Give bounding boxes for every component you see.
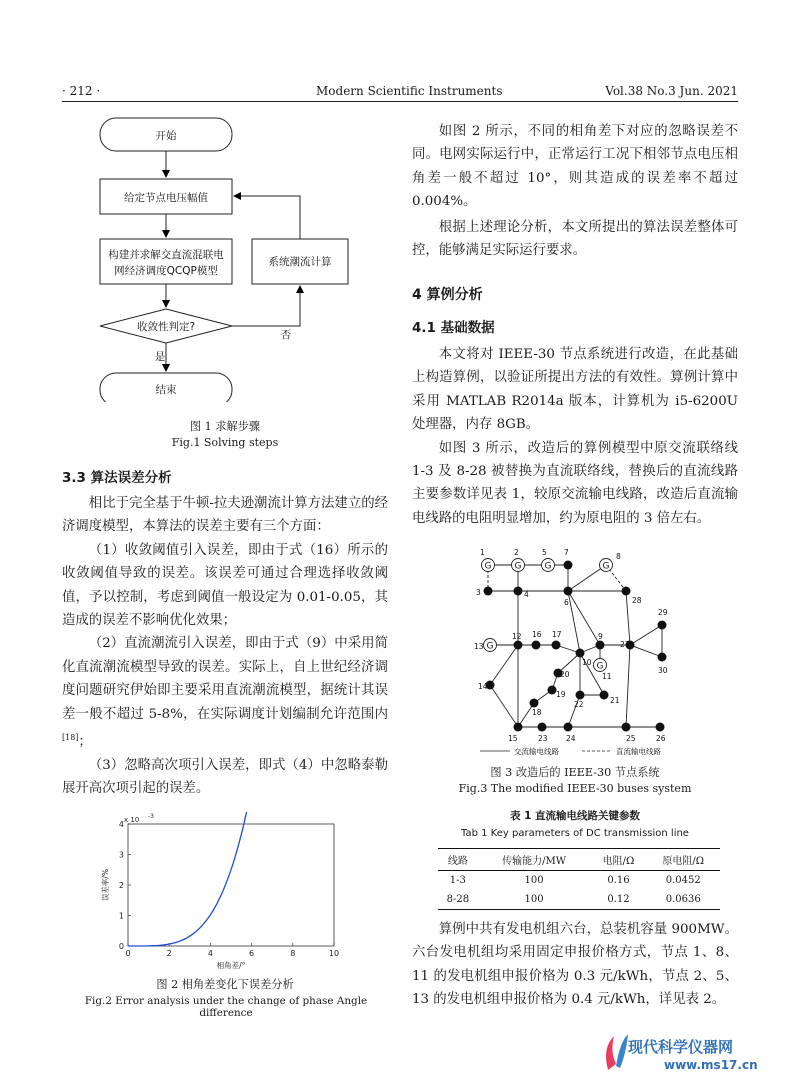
y-tick-label: 0 (118, 942, 124, 951)
paragraph-text: （2）直流潮流引入误差，即由于式（9）中采用简化直流潮流模型导致的误差。实际上，自上世纪经济调度问题研究伊始即主要采用直流潮流模型，据统计其误差一般不超过 5-8%，在实际调度计划编制允许范围内 (62, 636, 388, 722)
x-tick-label: 2 (166, 949, 172, 958)
ac-line (490, 645, 518, 685)
watermark-name: 现代科学仪器网 (628, 1038, 734, 1056)
bus-node (622, 587, 631, 596)
y-exponent: x 10 (124, 816, 140, 824)
x-axis-label: 相角差/° (216, 961, 246, 970)
paragraph: 本文将对 IEEE-30 节点系统进行改造，在此基础上构造算例，以验证所提出方法的有效性。算例计算中采用 MATLAB R2014a 版本，计算机为 i5-6200U 处理器，内存 8GB。 (412, 347, 738, 433)
issue-info: Vol.38 No.3 Jun. 2021 (605, 84, 738, 98)
bus-node (564, 723, 573, 732)
bus-node (600, 691, 609, 700)
bus-label: 8 (616, 552, 621, 561)
bus-label: 1 (480, 548, 485, 557)
bus-label: 14 (478, 682, 488, 691)
section-4-1-body (412, 343, 738, 530)
bus-label: 7 (564, 548, 569, 557)
paragraph: （3）忽略高次项引入误差，即式（4）中忽略泰勒展开高次项引起的误差。 (62, 757, 388, 797)
bus-label: 6 (564, 598, 569, 607)
bus-label: 22 (574, 700, 584, 709)
bus-label: 26 (656, 734, 666, 743)
generator-label: G (486, 641, 494, 652)
ac-line (626, 591, 630, 645)
generator-label: G (484, 561, 492, 572)
bus-node (552, 641, 561, 650)
section-3-3-heading: 3.3 算法误差分析 (62, 470, 172, 486)
bus-node (532, 641, 541, 650)
fig1-caption-cn: 图 1 求解步骤 (189, 420, 261, 433)
bus-node (656, 723, 665, 732)
no-label: 否 (280, 329, 292, 341)
table-header: 线路 (438, 849, 478, 871)
bus-node (514, 723, 523, 732)
plot-frame (128, 824, 334, 946)
table-row (438, 890, 720, 910)
section-4-heading: 4 算例分析 (412, 287, 483, 303)
journal-title: Modern Scientific Instruments (316, 84, 503, 98)
x-tick-label: 0 (125, 949, 131, 958)
bus-label: 18 (532, 708, 542, 717)
bus-label: 25 (626, 734, 636, 743)
paragraph (62, 632, 388, 754)
y-tick-label: 1 (118, 911, 124, 921)
bus-label: 5 (542, 548, 547, 557)
table-header: 原电阻/Ω (646, 849, 720, 871)
legend-dc-label: 直流输电线路 (616, 747, 661, 756)
bus-label: 30 (658, 666, 668, 675)
paragraph: （1）收敛阈值引入误差，即由于式（16）所示的收敛阈值导致的误差。该误差可通过合理选择收敛阈值，予以控制，考虑到阈值一般设定为 0.01-0.05，其造成的误差不影响优化效果； (62, 542, 388, 629)
header-rule (62, 101, 738, 102)
fig2-caption-cn: 图 2 相角差变化下误差分析 (156, 978, 294, 991)
generator-label: G (514, 561, 522, 572)
bus-node (564, 561, 573, 570)
table-cell: 0.0452 (665, 875, 701, 886)
bus-node (596, 641, 605, 650)
right-column-intro (412, 120, 738, 262)
ac-line (626, 645, 630, 727)
bus-label: 12 (512, 632, 522, 641)
table-row (438, 871, 720, 891)
y-axis-label: 误差率/% (101, 868, 110, 902)
y-tick-label: 4 (118, 820, 124, 829)
bus-node (658, 653, 667, 662)
x-tick-label: 4 (207, 949, 213, 958)
legend-ac-label: 交流输电线路 (514, 747, 559, 756)
bus-label: 16 (532, 630, 542, 639)
build-model-label-2: 网经济调度QCQP模型 (114, 265, 218, 277)
bus-label: 29 (658, 608, 668, 617)
bus-node (622, 723, 631, 732)
bus-label: 11 (602, 672, 612, 681)
fig1-caption-en: Fig.1 Solving steps (171, 436, 279, 449)
bus-label: 9 (598, 632, 603, 641)
section-3-3-body (62, 492, 388, 801)
bus-node (658, 621, 667, 630)
bus-label: 10 (582, 658, 592, 667)
ac-line (490, 685, 518, 727)
x-tick-label: 6 (249, 949, 255, 958)
bus-node (564, 587, 573, 596)
y-tick-label: 3 (118, 850, 124, 860)
bus-label: 21 (610, 696, 620, 705)
table1-title-en: Tab 1 Key parameters of DC transmission line (461, 828, 689, 839)
bus-node (576, 691, 585, 700)
table-cell: 0.16 (607, 875, 630, 886)
yes-label: 是 (154, 351, 166, 363)
bus-label: 23 (538, 734, 548, 743)
table-header: 电阻/Ω (590, 849, 646, 871)
ieee30-network-diagram (470, 545, 690, 760)
error-chart (96, 812, 346, 972)
watermark-url: www.ms17.cn (664, 1058, 758, 1072)
paragraph: 算例中共有发电机组六台，总装机容量 900MW。六台发电机组均采用固定申报价格方式，节点 1、8、11 的发电机组申报价格为 0.3 元/kWh，节点 2、5、13 的发电机组申报价格为 0.4 元/kWh，详见表 2。 (412, 922, 738, 1008)
bus-node (538, 723, 547, 732)
bus-node (514, 641, 523, 650)
generator-label: G (596, 661, 604, 672)
bus-label: 28 (632, 596, 642, 605)
table-cell: 100 (524, 875, 544, 886)
table-cell: 100 (478, 890, 591, 910)
x-tick-label: 10 (328, 949, 340, 958)
bus-label: 4 (524, 590, 529, 599)
fig3-caption-en: Fig.3 The modified IEEE-30 buses system (458, 782, 692, 795)
generator-label: G (602, 561, 610, 572)
section-4-1-heading: 4.1 基础数据 (412, 320, 495, 336)
page-number: · 212 · (62, 84, 101, 98)
paragraph: 相比于完全基于牛顿-拉夫逊潮流计算方法建立的经济调度模型，本算法的误差主要有三个方面： (62, 496, 388, 535)
table-cell: 1-3 (449, 875, 466, 886)
table-header: 传输能力/MW (478, 849, 591, 871)
ac-line (630, 645, 662, 657)
power-flow-label: 系统潮流计算 (268, 256, 332, 268)
bus-label: 2 (514, 548, 519, 557)
end-label: 结束 (155, 384, 177, 396)
bus-node (530, 699, 539, 708)
bus-label: 3 (476, 588, 481, 597)
table1-title-cn: 表 1 直流输电线路关键参数 (509, 810, 641, 822)
error-curve (128, 812, 334, 946)
bus-label: 20 (560, 670, 570, 679)
flowchart-figure (90, 112, 380, 402)
table1 (438, 848, 720, 910)
fig3-caption-cn: 图 3 改造后的 IEEE-30 节点系统 (490, 766, 660, 779)
bus-node (484, 587, 493, 596)
ac-line (630, 625, 662, 645)
y-exponent-power: -3 (148, 813, 154, 820)
table-cell: 8-28 (438, 890, 478, 910)
bus-label: 24 (566, 734, 576, 743)
set-voltage-label: 给定节点电压幅值 (124, 192, 208, 204)
table-cell: 0.0636 (646, 890, 720, 910)
paragraph: 如图 2 所示，不同的相角差下对应的忽略误差不同。电网实际运行中，正常运行工况下相邻节点电压相角差一般不超过 10°，则其造成的误差率不超过 0.004%。 (412, 124, 738, 210)
citation-ref: [18] (62, 733, 79, 743)
paragraph: 如图 3 所示，改造后的算例模型中原交流联络线 1-3 及 8-28 被替换为直流联络线，替换后的直流线路主要参数详见表 1，较原交流输电线路，改造后直流输电线路的电阻明显增加，约为原电阻的 3 倍左右。 (412, 440, 738, 526)
build-model-node (100, 239, 232, 284)
convergence-label: 收敛性判定? (136, 321, 196, 333)
generator-label: G (544, 561, 552, 572)
watermark-logo (600, 1030, 630, 1075)
paragraph: 根据上述理论分析，本文所提出的算法误差整体可控，能够满足实际运行要求。 (412, 219, 738, 259)
fig2-caption-en: Fig.2 Error analysis under the change of phase Angle difference (84, 995, 368, 1019)
y-tick-label: 2 (118, 881, 124, 890)
x-tick-label: 8 (290, 949, 296, 958)
bus-label: 19 (556, 690, 566, 699)
bus-node (514, 587, 523, 596)
bus-node (576, 649, 585, 658)
build-model-label-1: 构建并求解交直流混联电 (108, 249, 224, 261)
bus-label: 15 (508, 734, 518, 743)
bus-label: 27 (620, 640, 630, 649)
table-cell: 0.12 (590, 890, 646, 910)
paragraph-text: ； (78, 734, 92, 750)
bus-label: 17 (552, 630, 562, 639)
start-label: 开始 (155, 130, 177, 142)
bus-label: 13 (474, 642, 484, 651)
section-4-1-body-cont (412, 918, 738, 1012)
